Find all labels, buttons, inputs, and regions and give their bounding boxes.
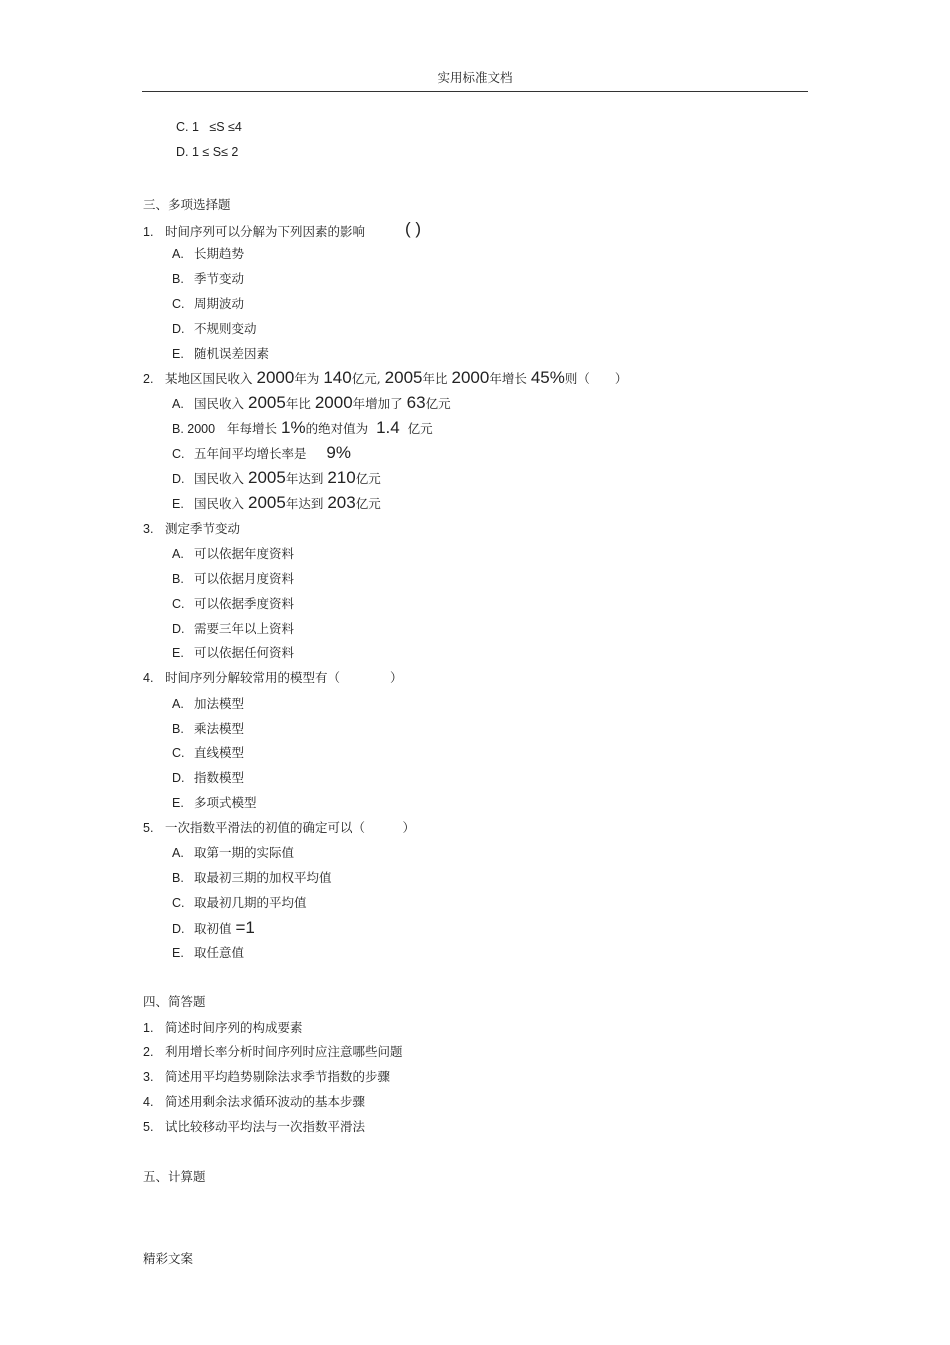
question-text: 简述时间序列的构成要素 [165, 1020, 303, 1035]
option-text: 加法模型 [194, 696, 245, 711]
q1-option-b [172, 269, 244, 287]
opt-text-1: 国民收入 [194, 471, 245, 486]
question-1 [143, 222, 365, 240]
q5-option-d [172, 918, 255, 938]
option-label: D. [172, 922, 185, 936]
opt-text-2: 年比 [285, 396, 311, 411]
option-c-top [176, 120, 242, 134]
opt-text-1: 国民收入 [194, 396, 245, 411]
option-label: C. [172, 597, 185, 611]
question-number: 4. [143, 671, 154, 685]
q2-option-d [172, 468, 381, 488]
q2-text-3: 亿元, [351, 371, 381, 386]
option-label: B. [172, 871, 184, 885]
option-text: 可以依据任何资料 [194, 645, 295, 660]
opt-text-3: 亿元 [355, 471, 381, 486]
opt-text-4: 亿元 [425, 396, 451, 411]
section-title-5: 五、计算题 [143, 1169, 206, 1184]
option-d-top [176, 145, 238, 159]
q2-num-2: 140 [323, 368, 352, 387]
question-number: 3. [143, 522, 154, 536]
opt-text-3: 亿元 [355, 496, 381, 511]
option-label: C. [172, 297, 185, 311]
option-label: D. [172, 472, 185, 486]
opt-num-1: 2005 [248, 493, 286, 512]
q2-option-b [172, 418, 433, 438]
option-text: 直线模型 [194, 745, 245, 760]
option-label: E. [172, 497, 184, 511]
option-label: D. [172, 771, 185, 785]
question-number: 2. [143, 372, 154, 386]
question-text: 简述用平均趋势剔除法求季节指数的步骤 [165, 1069, 391, 1084]
q2-option-a [172, 393, 451, 413]
question-number: 2. [143, 1045, 154, 1059]
option-label: E. [172, 946, 184, 960]
q2-text-6: 则（ ） [564, 371, 628, 386]
q2-text-1: 某地区国民收入 [165, 371, 253, 386]
q4-option-b [172, 719, 244, 737]
opt-num-2: 2000 [314, 393, 353, 412]
option-text: 取初值 [194, 921, 232, 936]
q1-option-d [172, 319, 257, 337]
short-answer-5 [143, 1117, 365, 1135]
option-text: S≤ 2 [212, 145, 239, 159]
opt-text-1: 五年间平均增长率是 [194, 446, 307, 461]
option-label: C. [172, 447, 185, 461]
option-text: 取第一期的实际值 [194, 845, 295, 860]
opt-text-2: 年达到 [285, 496, 324, 511]
q3-option-b [172, 569, 294, 587]
q2-num-5: 45% [530, 368, 565, 387]
header-rule [142, 91, 808, 92]
option-text: ≤S ≤4 [209, 120, 242, 134]
question-text: 简述用剩余法求循环波动的基本步骤 [165, 1094, 366, 1109]
page-footer: 精彩文案 [143, 1251, 194, 1266]
opt-text-1: 年每增长 [227, 421, 278, 436]
section-title-3: 三、多项选择题 [143, 197, 231, 212]
opt-num-2: 1.4 [376, 418, 400, 437]
question-3 [143, 519, 240, 537]
opt-text-2: 的绝对值为 [305, 421, 369, 436]
q2-text-2: 年为 [294, 371, 320, 386]
option-text: 可以依据月度资料 [194, 571, 295, 586]
option-text: 不规则变动 [194, 321, 257, 336]
option-text: 周期波动 [194, 296, 245, 311]
question-2 [143, 368, 627, 388]
q4-option-e [172, 793, 257, 811]
question-number: 5. [143, 1120, 154, 1134]
option-text: 取任意值 [194, 945, 245, 960]
q5-option-a [172, 843, 294, 861]
option-label: B. [172, 572, 184, 586]
q4-option-a [172, 694, 244, 712]
question-number: 4. [143, 1095, 154, 1109]
option-text: 季节变动 [194, 271, 245, 286]
q3-option-e [172, 643, 294, 661]
q3-option-a [172, 544, 294, 562]
option-label: D. [172, 322, 185, 336]
q1-option-a [172, 244, 244, 262]
question-number: 1. [143, 1021, 154, 1035]
option-text: 随机误差因素 [194, 346, 270, 361]
option-label: E. [172, 347, 184, 361]
q3-option-c [172, 594, 294, 612]
q2-num-3: 2005 [384, 368, 423, 387]
opt-text-3: 年增加了 [352, 396, 403, 411]
q4-option-c [172, 743, 244, 761]
q1-option-e [172, 344, 269, 362]
opt-num-1: 2005 [248, 393, 286, 412]
question-text: 测定季节变动 [165, 521, 241, 536]
option-label: A. [172, 397, 184, 411]
opt-text-2: 年达到 [285, 471, 324, 486]
opt-num-1: 9% [326, 443, 351, 462]
q5-option-b [172, 868, 332, 886]
option-text: 需要三年以上资料 [194, 621, 295, 636]
option-label: A. [172, 547, 184, 561]
section-title-4: 四、简答题 [143, 994, 206, 1009]
option-text: 可以依据季度资料 [194, 596, 295, 611]
q5-option-e [172, 943, 244, 961]
question-number: 1. [143, 225, 154, 239]
option-text: 取最初三期的加权平均值 [194, 870, 332, 885]
option-label: E. [172, 646, 184, 660]
question-text: 时间序列分解较常用的模型有（ ） [165, 670, 403, 685]
q2-num-4: 2000 [451, 368, 490, 387]
option-label: B. [172, 722, 184, 736]
option-label: A. [172, 247, 184, 261]
q2-option-e [172, 493, 381, 513]
opt-num-2: 203 [327, 493, 356, 512]
option-text: 可以依据年度资料 [194, 546, 295, 561]
option-label: A. [172, 846, 184, 860]
question-5 [143, 818, 415, 836]
option-label: C. [172, 896, 185, 910]
page-header: 实用标准文档 [437, 70, 513, 85]
option-label: E. [172, 796, 184, 810]
q2-text-5: 年增长 [489, 371, 527, 386]
option-text: 指数模型 [194, 770, 245, 785]
option-label: C. [172, 746, 185, 760]
question-number: 5. [143, 821, 154, 835]
short-answer-1 [143, 1018, 303, 1036]
option-text: 乘法模型 [194, 721, 245, 736]
question-text: 利用增长率分析时间序列时应注意哪些问题 [165, 1044, 403, 1059]
q2-text-4: 年比 [422, 371, 448, 386]
option-text: 长期趋势 [194, 246, 245, 261]
question-4 [143, 668, 403, 686]
question-text: 时间序列可以分解为下列因素的影响 [165, 224, 366, 239]
opt-num-2: 210 [327, 468, 356, 487]
opt-text-1: 国民收入 [194, 496, 245, 511]
option-label: D. [172, 622, 185, 636]
q3-option-d [172, 619, 294, 637]
opt-num-1: 1% [281, 418, 306, 437]
q2-num-1: 2000 [256, 368, 295, 387]
option-text: 多项式模型 [194, 795, 257, 810]
option-label: B. 2000 [172, 422, 216, 436]
opt-num-1: 2005 [248, 468, 286, 487]
option-extra: =1 [235, 918, 255, 937]
q5-option-c [172, 893, 307, 911]
question-text: 一次指数平滑法的初值的确定可以（ ） [165, 820, 416, 835]
opt-num-3: 63 [406, 393, 426, 412]
q2-option-c [172, 443, 351, 463]
short-answer-2 [143, 1042, 403, 1060]
option-label: D. 1 ≤ [176, 145, 210, 159]
opt-text-3: 亿元 [407, 421, 433, 436]
option-label: C. 1 [176, 120, 199, 134]
question-text: 试比较移动平均法与一次指数平滑法 [165, 1119, 366, 1134]
question-number: 3. [143, 1070, 154, 1084]
short-answer-3 [143, 1067, 390, 1085]
option-text: 取最初几期的平均值 [194, 895, 307, 910]
short-answer-4 [143, 1092, 365, 1110]
option-label: A. [172, 697, 184, 711]
answer-paren: ( ) [405, 219, 422, 238]
q4-option-d [172, 768, 244, 786]
q1-option-c [172, 294, 244, 312]
option-label: B. [172, 272, 184, 286]
